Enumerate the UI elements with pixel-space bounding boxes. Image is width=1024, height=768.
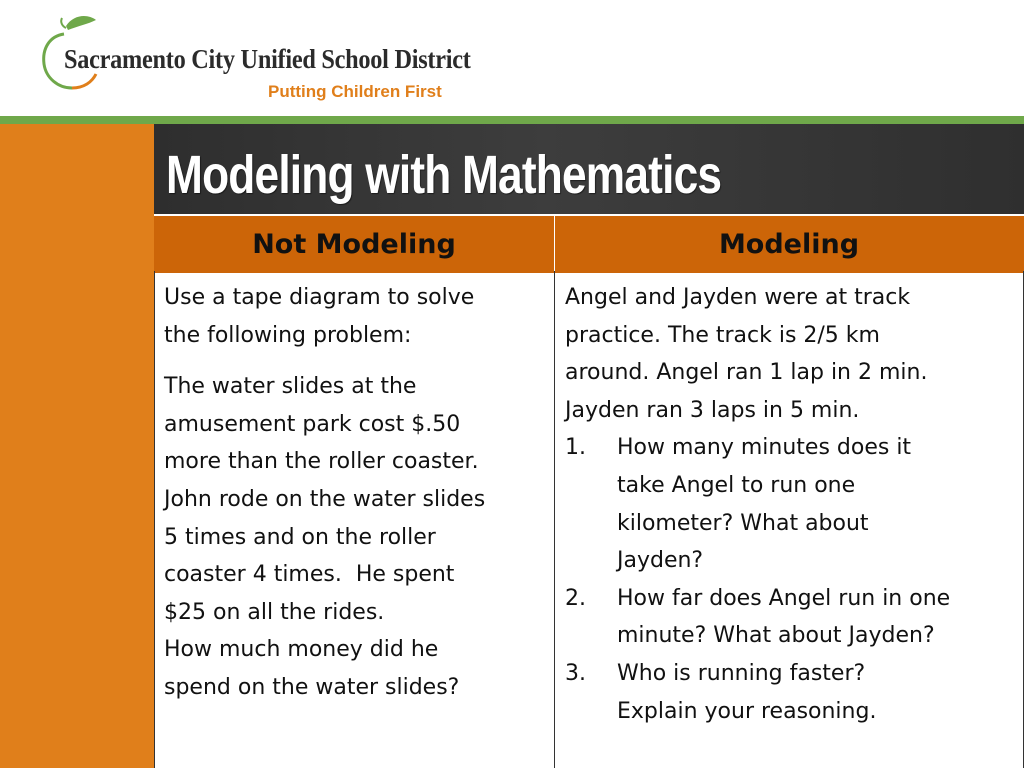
table-header-row [154, 214, 1024, 273]
text-line: 5 times and on the roller [164, 524, 436, 550]
question-2 [565, 580, 1017, 655]
text-line: amusement park cost $.50 [164, 411, 461, 437]
question-number: 1. [565, 435, 586, 461]
text-line: John rode on the water slides [164, 486, 486, 512]
text-line: Who is running faster? [617, 660, 866, 686]
question-1 [565, 429, 1017, 579]
comparison-table [154, 214, 1024, 768]
text-line: around. Angel ran 1 lap in 2 min. [565, 360, 928, 386]
title-band [154, 124, 1024, 214]
text-line: more than the roller coaster. [164, 449, 479, 475]
text-line: coaster 4 times. He spent [164, 562, 455, 588]
header-divider-band [0, 116, 1024, 124]
question-number: 3. [565, 660, 586, 686]
header-modeling: Modeling [718, 229, 860, 260]
text-line: the following problem: [164, 322, 412, 348]
text-line: minute? What about Jayden? [617, 623, 935, 649]
table-border-left [154, 271, 155, 768]
text-line: How many minutes does it [617, 435, 912, 461]
text-line: How far does Angel run in one [617, 585, 951, 611]
text-line: Use a tape diagram to solve [164, 285, 475, 310]
text-line: Explain your reasoning. [617, 698, 877, 724]
district-tagline: Putting Children First [268, 82, 442, 101]
text-line: How much money did he [164, 637, 439, 663]
slide-title: Modeling with Mathematics [166, 145, 722, 205]
text-line: practice. The track is 2/5 km [565, 322, 880, 348]
text-line: take Angel to run one [617, 472, 856, 498]
text-line: Jayden ran 3 laps in 5 min. [565, 397, 860, 423]
text-line: kilometer? What about [617, 510, 869, 536]
question-3 [565, 655, 1017, 730]
table-border-middle [554, 271, 555, 768]
text-line: Angel and Jayden were at track [565, 285, 911, 310]
question-number: 2. [565, 585, 586, 611]
header [0, 0, 1024, 116]
modeling-cell [565, 279, 1017, 730]
header-not-modeling: Not Modeling [252, 229, 456, 260]
text-line: Jayden? [617, 548, 704, 574]
district-name: Sacramento City Unified School District [64, 44, 471, 74]
not-modeling-cell [164, 279, 548, 707]
side-accent-strip [0, 124, 154, 768]
text-line: spend on the water slides? [164, 674, 460, 700]
text-line: $25 on all the rides. [164, 599, 385, 625]
text-line: The water slides at the [164, 374, 417, 400]
